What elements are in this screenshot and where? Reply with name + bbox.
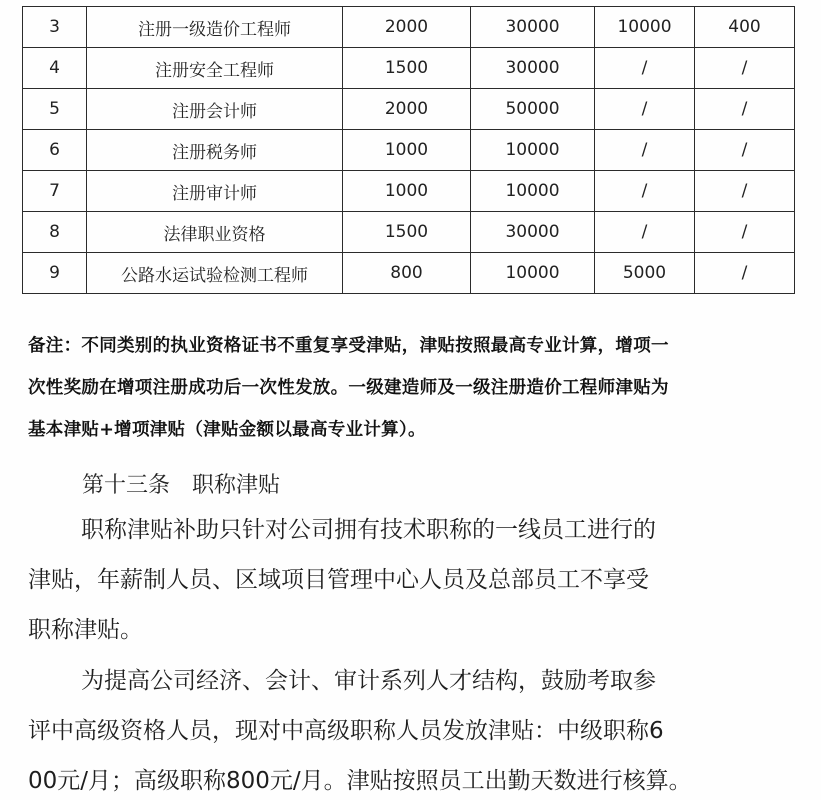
note-line: 备注：不同类别的执业资格证书不重复享受津贴，津贴按照最高专业计算，增项一 <box>28 336 669 356</box>
value-cell: / <box>595 130 695 171</box>
table-row <box>23 89 795 130</box>
table-row <box>23 7 795 48</box>
note-line: 基本津贴+增项津贴（津贴金额以最高专业计算）。 <box>28 420 426 440</box>
value-cell: / <box>695 253 795 294</box>
value-cell: / <box>695 212 795 253</box>
row-number-cell: 7 <box>23 171 87 212</box>
paragraph-line: 职称津贴补助只针对公司拥有技术职称的一线员工进行的 <box>81 517 656 543</box>
paragraph-line: 为提高公司经济、会计、审计系列人才结构，鼓励考取参 <box>81 668 656 694</box>
value-cell: 400 <box>695 7 795 48</box>
qualification-name-cell: 注册税务师 <box>87 130 343 171</box>
value-cell: 30000 <box>471 48 595 89</box>
paragraph-scope <box>28 505 798 655</box>
value-cell: 2000 <box>343 89 471 130</box>
value-cell: / <box>595 89 695 130</box>
paragraph-line: 津贴，年薪制人员、区域项目管理中心人员及总部员工不享受 <box>28 567 649 593</box>
value-cell: 10000 <box>595 7 695 48</box>
value-cell: / <box>595 171 695 212</box>
paragraph-amounts <box>28 656 798 806</box>
value-cell: / <box>595 48 695 89</box>
table-row <box>23 48 795 89</box>
table-row <box>23 253 795 294</box>
value-cell: 800 <box>343 253 471 294</box>
qualification-name-cell: 注册会计师 <box>87 89 343 130</box>
table-row <box>23 130 795 171</box>
value-cell: 30000 <box>471 212 595 253</box>
value-cell: 1000 <box>343 171 471 212</box>
row-number-cell: 6 <box>23 130 87 171</box>
value-cell: / <box>695 171 795 212</box>
value-cell: 50000 <box>471 89 595 130</box>
qualification-name-cell: 公路水运试验检测工程师 <box>87 253 343 294</box>
row-number-cell: 5 <box>23 89 87 130</box>
value-cell: 1500 <box>343 212 471 253</box>
value-cell: 10000 <box>471 130 595 171</box>
qualification-name-cell: 注册审计师 <box>87 171 343 212</box>
value-cell: / <box>695 48 795 89</box>
qualification-name-cell: 法律职业资格 <box>87 212 343 253</box>
value-cell: 1000 <box>343 130 471 171</box>
table-row <box>23 171 795 212</box>
value-cell: / <box>595 212 695 253</box>
article-heading: 第十三条 职称津贴 <box>82 473 281 498</box>
qualification-name-cell: 注册安全工程师 <box>87 48 343 89</box>
note-line: 次性奖励在增项注册成功后一次性发放。一级建造师及一级注册造价工程师津贴为 <box>28 378 669 398</box>
value-cell: / <box>695 130 795 171</box>
value-cell: 10000 <box>471 171 595 212</box>
value-cell: 5000 <box>595 253 695 294</box>
qualification-allowance-table <box>22 6 795 294</box>
paragraph-line: 职称津贴。 <box>28 617 143 643</box>
row-number-cell: 4 <box>23 48 87 89</box>
row-number-cell: 9 <box>23 253 87 294</box>
paragraph-line: 评中高级资格人员，现对中高级职称人员发放津贴：中级职称6 <box>28 718 664 744</box>
row-number-cell: 3 <box>23 7 87 48</box>
table-row <box>23 212 795 253</box>
remarks-note <box>28 325 798 451</box>
value-cell: 30000 <box>471 7 595 48</box>
paragraph-line: 00元/月；高级职称800元/月。津贴按照员工出勤天数进行核算。 <box>28 768 692 794</box>
value-cell: 2000 <box>343 7 471 48</box>
qualification-name-cell: 注册一级造价工程师 <box>87 7 343 48</box>
value-cell: 1500 <box>343 48 471 89</box>
table-body <box>23 7 795 294</box>
value-cell: 10000 <box>471 253 595 294</box>
row-number-cell: 8 <box>23 212 87 253</box>
value-cell: / <box>695 89 795 130</box>
